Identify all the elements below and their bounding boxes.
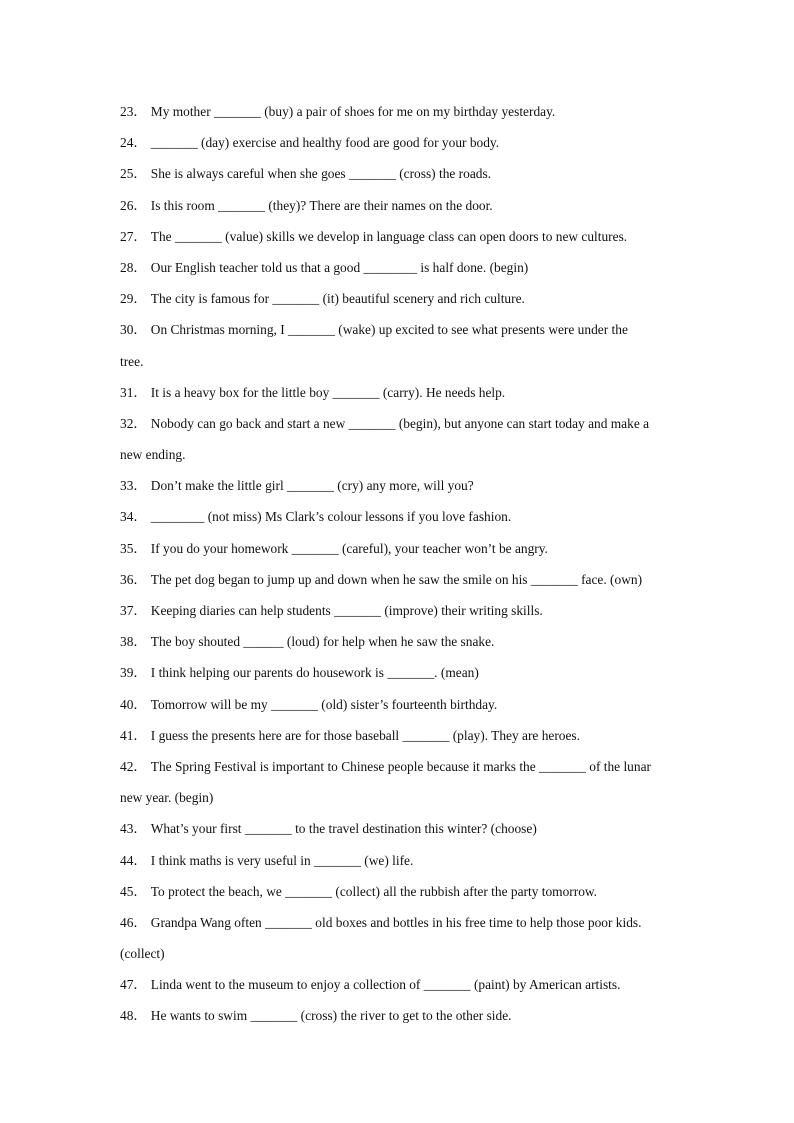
question-text: Tomorrow will be my _______ (old) sister’s fourteenth birthday. [150,696,498,712]
question-item [120,755,680,786]
question-item [120,194,680,225]
question-text: He wants to swim _______ (cross) the river to get to the other side. [150,1008,512,1024]
question-text: The _______ (value) skills we develop in language class can open doors to new cultures. [150,228,628,244]
question-number: 23． [120,104,147,119]
question-number: 35． [120,540,147,556]
question-item [120,911,680,942]
question-number: 24． [120,135,147,151]
question-number: 43． [120,821,147,837]
question-item [120,100,680,131]
question-item [120,537,680,568]
question-number: 26． [120,197,147,213]
question-number: 47． [120,977,147,993]
question-text: I guess the presents here are for those baseball _______ (play). They are heroes. [150,727,580,743]
question-text: ________ (not miss) Ms Clark’s colour lessons if you love fashion. [150,509,512,525]
question-number: 25． [120,166,147,182]
question-text: Nobody can go back and start a new _______ (begin), but anyone can start today and make a [150,415,650,431]
question-item [120,693,680,724]
question-text: It is a heavy box for the little boy _______ (carry). He needs help. [150,384,506,400]
question-item [120,724,680,755]
question-text: If you do your homework _______ (careful), your teacher won’t be angry. [150,540,548,556]
question-continuation [120,786,680,817]
question-item [120,474,680,505]
question-number: 31． [120,384,147,400]
question-item [120,412,680,443]
question-number: 42． [120,758,147,774]
question-text: new year. (begin) [120,790,214,806]
question-number: 40． [120,696,147,712]
question-item [120,599,680,630]
question-item [120,1004,680,1035]
question-number: 27． [120,228,147,244]
question-item [120,318,680,349]
question-item [120,817,680,848]
question-continuation [120,443,680,474]
question-text: Linda went to the museum to enjoy a collection of _______ (paint) by American artists. [150,977,621,993]
question-continuation [120,350,680,381]
question-number: 48． [120,1008,147,1024]
question-text: She is always careful when she goes _______ (cross) the roads. [150,166,492,182]
question-item [120,880,680,911]
question-number: 37． [120,603,147,618]
question-number: 45． [120,883,147,899]
question-item [120,849,680,880]
question-text: The pet dog began to jump up and down when he saw the smile on his _______ face. (own) [150,571,643,587]
question-text: Is this room _______ (they)? There are their names on the door. [150,197,493,213]
question-text: What’s your first _______ to the travel destination this winter? (choose) [150,821,537,837]
question-text: The boy shouted ______ (loud) for help when he saw the snake. [150,634,495,650]
question-item [120,256,680,287]
question-number: 28． [120,259,147,275]
question-text: (collect) [120,946,165,962]
question-continuation [120,942,680,973]
question-number: 32． [120,415,147,431]
question-number: 44． [120,852,147,868]
question-text: Grandpa Wang often _______ old boxes and bottles in his free time to help those poor kids. [150,914,642,930]
question-text: My mother _______ (buy) a pair of shoes for me on my birthday yesterday. [150,104,556,119]
question-text: On Christmas morning, I _______ (wake) up excited to see what presents were under the [150,322,628,338]
question-item [120,162,680,193]
question-item [120,131,680,162]
question-text: Keeping diaries can help students _______ (improve) their writing skills. [150,603,543,618]
question-number: 30． [120,322,147,338]
question-list [120,100,680,1036]
question-text: The city is famous for _______ (it) beautiful scenery and rich culture. [150,291,525,307]
question-number: 29． [120,291,147,307]
question-item [120,973,680,1004]
question-number: 34． [120,509,147,525]
question-text: tree. [120,353,144,369]
question-text: Don’t make the little girl _______ (cry) any more, will you? [150,478,474,494]
question-item [120,225,680,256]
question-text: I think helping our parents do housework is _______. (mean) [150,665,479,681]
question-item [120,287,680,318]
question-item [120,661,680,692]
question-item [120,568,680,599]
question-number: 41． [120,727,147,743]
question-number: 36． [120,571,147,587]
question-item [120,505,680,536]
question-number: 46． [120,914,147,930]
question-text: Our English teacher told us that a good ________ is half done. (begin) [150,259,529,275]
question-number: 38． [120,634,147,650]
question-text: new ending. [120,447,186,463]
question-text: I think maths is very useful in _______ (we) life. [150,852,414,868]
question-text: The Spring Festival is important to Chinese people because it marks the _______ of the lunar [150,758,651,774]
question-text: To protect the beach, we _______ (collect) all the rubbish after the party tomorrow. [150,883,598,899]
question-item [120,630,680,661]
question-item [120,381,680,412]
question-text: _______ (day) exercise and healthy food are good for your body. [150,135,500,151]
question-number: 39． [120,665,147,681]
question-number: 33． [120,478,147,494]
